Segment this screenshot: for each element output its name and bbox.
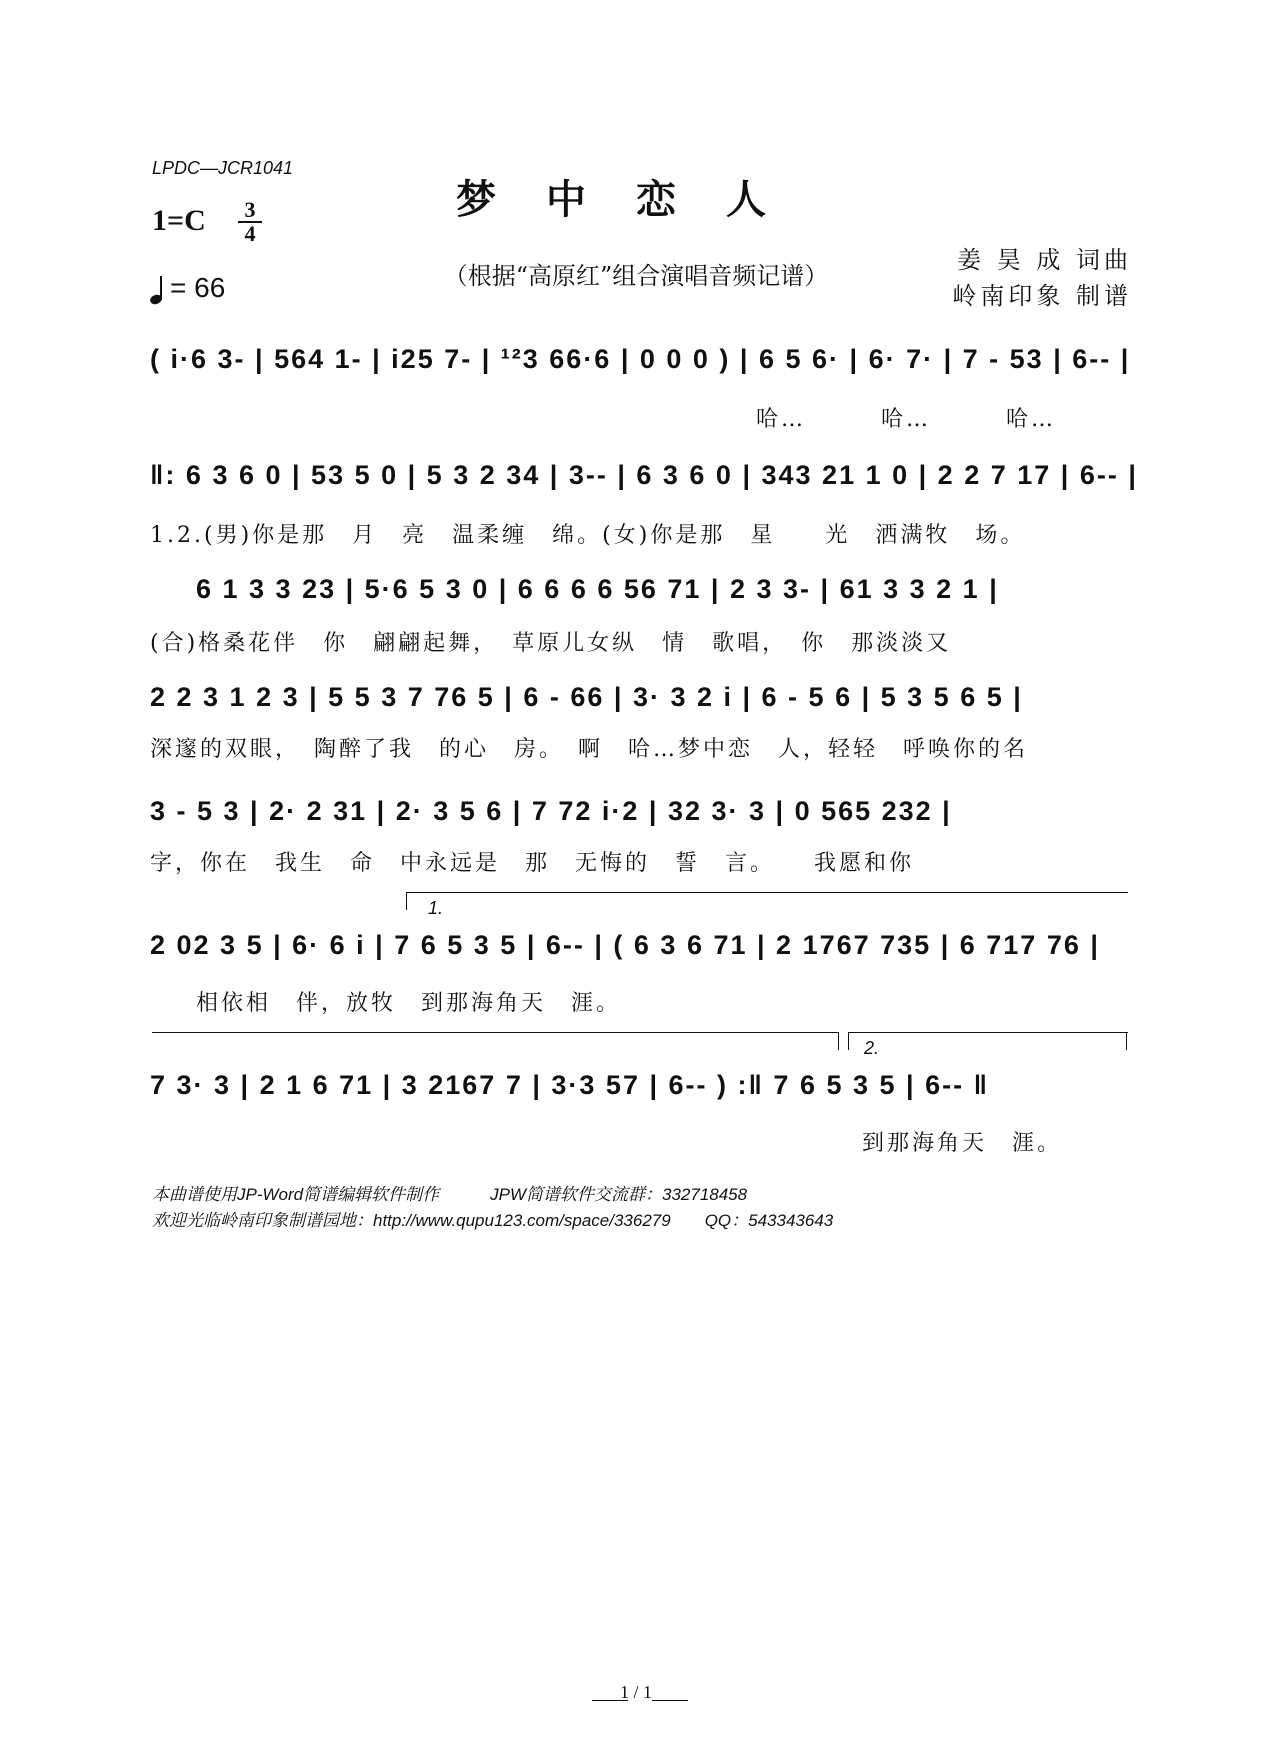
score-line-4: 2 2 3 1 2 3 | 5 5 3 7 76 5 | 6 - 66 | 3· 3 2 i | 6 - 5 6 | 5 3 5 6 5 | — [150, 682, 1023, 712]
lyrics-line-4: 深邃的双眼， 陶醉了我 的心 房。 啊 哈…梦中恋 人，轻轻 呼唤你的名 — [150, 737, 1029, 762]
volta-2-tick — [848, 1032, 849, 1050]
lyrics-line-7: 到那海角天 涯。 — [862, 1131, 1063, 1156]
footer-line-1: 本曲谱使用JP-Word简谱编辑软件制作 JPW简谱软件交流群：332718458 — [152, 1185, 748, 1204]
tempo-value: = 66 — [170, 272, 226, 303]
repeat-bracket-tick — [838, 1032, 839, 1050]
footer-line-2: 欢迎光临岭南印象制谱园地：http://www.qupu123.com/space/336279 QQ：543343643 — [152, 1211, 834, 1230]
credit-composer: 姜 昊 成 词曲 — [957, 246, 1132, 274]
volta-2-end-tick — [1126, 1032, 1127, 1050]
score-line-6: 2 02 3 5 | 6· 6 i | 7 6 5 3 5 | 6-- | ( 6 3 6 71 | 2 1767 735 | 6 717 76 | — [150, 930, 1100, 960]
score-line-5: 3 - 5 3 | 2· 2 31 | 2· 3 5 6 | 7 72 i·2 | 32 3· 3 | 0 565 232 | — [150, 796, 952, 826]
tempo-marking — [150, 272, 225, 304]
volta-1-bracket — [406, 892, 1128, 893]
repeat-bracket-line — [152, 1032, 838, 1033]
page-number: 1 / 1 — [619, 1682, 652, 1702]
score-line-1: ( i·6 3- | 564 1- | i25 7- | ¹²3 66·6 | 0 0 0 ) | 6 5 6· | 6· 7· | 7 - 53 | 6-- | — [150, 344, 1131, 374]
time-signature — [238, 197, 262, 246]
quarter-note-icon — [150, 276, 164, 304]
volta-2-bracket — [848, 1032, 1128, 1033]
lyrics-line-6: 相依相 伴，放牧 到那海角天 涯。 — [196, 991, 622, 1016]
score-line-3: 6 1 3 3 23 | 5·6 5 3 0 | 6 6 6 6 56 71 | 2 3 3- | 61 3 3 2 1 | — [196, 574, 999, 604]
score-line-2: ‖: 6 3 6 0 | 53 5 0 | 5 3 2 34 | 3-- | 6 3 6 0 | 343 21 1 0 | 2 2 7 17 | 6-- | — [150, 460, 1138, 490]
time-signature-bottom: 4 — [244, 221, 256, 246]
volta-1-tick — [406, 892, 407, 910]
song-subtitle: （根据“高原红”组合演唱音频记谱） — [443, 262, 829, 290]
song-title: 梦中恋人 — [456, 176, 816, 223]
time-signature-top: 3 — [244, 197, 256, 222]
lyrics-line-3: (合)格桑花伴 你 翩翩起舞， 草原儿女纵 情 歌唱， 你 那淡淡又 — [150, 631, 952, 656]
volta-1-label: 1. — [428, 898, 444, 918]
score-line-7: 7 3· 3 | 2 1 6 71 | 3 2167 7 | 3·3 57 | 6-- ) :‖ 7 6 5 3 5 | 6-- ‖ — [150, 1070, 990, 1100]
key-signature: 1=C — [152, 204, 206, 237]
page-rule-right — [652, 1700, 688, 1701]
lyrics-line-1: 哈… 哈… 哈… — [756, 407, 1057, 432]
lyrics-line-5: 字，你在 我生 命 中永远是 那 无悔的 誓 言。 我愿和你 — [150, 851, 915, 876]
volta-2-label: 2. — [864, 1038, 880, 1058]
credit-arranger: 岭南印象 制谱 — [952, 282, 1132, 310]
catalog-code: LPDC—JCR1041 — [152, 158, 294, 178]
lyrics-line-2: 1.2.(男)你是那 月 亮 温柔缠 绵。(女)你是那 星 光 洒满牧 场。 — [150, 523, 1026, 548]
